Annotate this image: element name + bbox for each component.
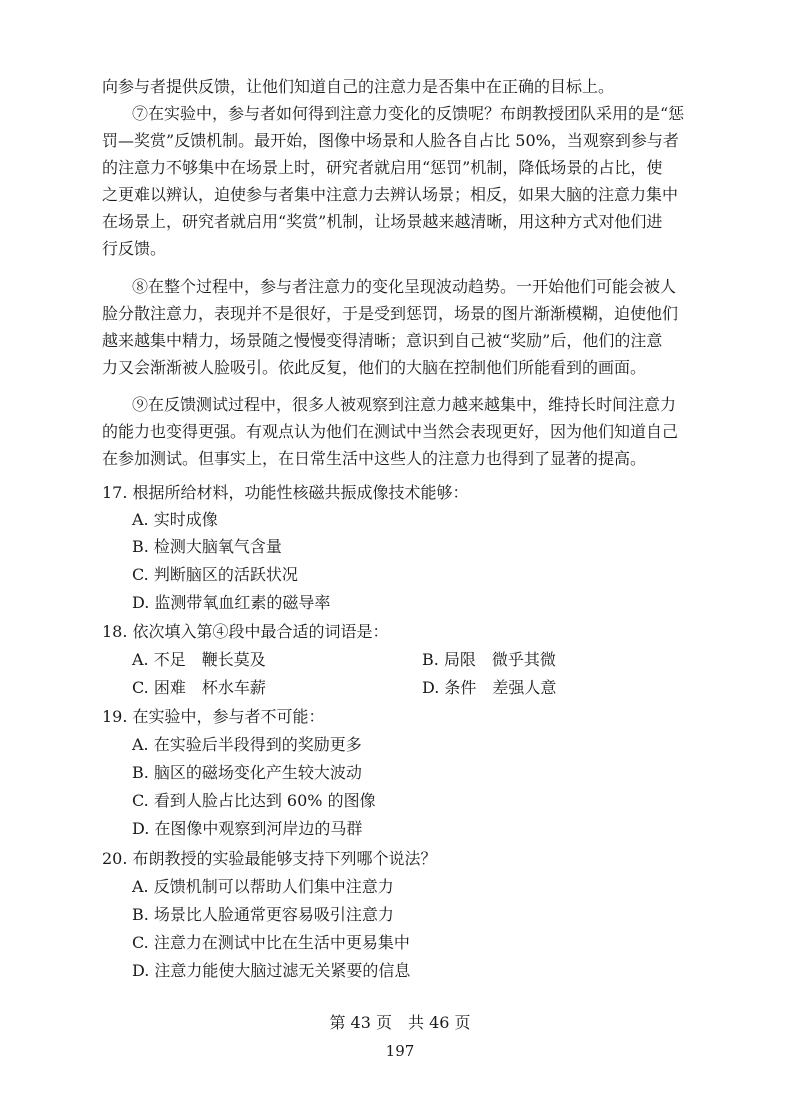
- question-17-option-c: C. 判断脑区的活跃状况: [132, 565, 298, 584]
- question-17-option-a: A. 实时成像: [132, 510, 218, 529]
- paragraph-7-line: 罚—奖赏”反馈机制。最开始，图像中场景和人脸各自占比 50%，当观察到参与者: [102, 131, 679, 150]
- question-18-option-c: C. 困难 杯水车薪: [132, 678, 266, 697]
- paragraph-8-line: 越来越集中精力，场景随之慢慢变得清晰；意识到自己被“奖励”后，他们的注意: [102, 331, 663, 350]
- question-18-stem: 18. 依次填入第④段中最合适的词语是：: [102, 622, 389, 641]
- paragraph-8-line: 脸分散注意力，表现并不是很好，于是受到惩罚，场景的图片渐渐模糊，迫使他们: [102, 304, 679, 323]
- paragraph-7-line: 之更难以辨认，迫使参与者集中注意力去辨认场景；相反，如果大脑的注意力集中: [102, 185, 679, 204]
- question-19-option-a: A. 在实验后半段得到的奖励更多: [132, 735, 362, 754]
- question-20-option-a: A. 反馈机制可以帮助人们集中注意力: [132, 877, 394, 896]
- page-number: 197: [385, 1042, 415, 1060]
- paragraph-9-line: 在参加测试。但事实上，在日常生活中这些人的注意力也得到了显著的提高。: [102, 449, 647, 468]
- question-19-option-d: D. 在图像中观察到河岸边的马群: [132, 819, 363, 838]
- question-20-stem: 20. 布朗教授的实验最能够支持下列哪个说法？: [102, 849, 437, 868]
- question-18-option-d: D. 条件 差强人意: [422, 678, 557, 697]
- question-20-option-c: C. 注意力在测试中比在生活中更易集中: [132, 933, 410, 952]
- paragraph-7-line: 行反馈。: [102, 239, 167, 258]
- paragraph-9-line: 的能力也变得更强。有观点认为他们在测试中当然会表现更好，因为他们知道自己: [102, 422, 679, 441]
- question-18-option-a: A. 不足 鞭长莫及: [132, 650, 266, 669]
- question-17-option-b: B. 检测大脑氧气含量: [132, 537, 282, 556]
- question-17-option-d: D. 监测带氧血红素的磁导率: [132, 593, 331, 612]
- question-19-option-c: C. 看到人脸占比达到 60% 的图像: [132, 791, 376, 810]
- paragraph-7-line: 在场景上，研究者就启用“奖赏”机制，让场景越来越清晰，用这种方式对他们进: [102, 212, 663, 231]
- question-19-stem: 19. 在实验中，参与者不可能：: [102, 707, 325, 726]
- paragraph-7-line: ⑦在实验中，参与者如何得到注意力变化的反馈呢？布朗教授团队采用的是“惩: [132, 104, 685, 123]
- paragraph-7-line: 的注意力不够集中在场景上时，研究者就启用“惩罚”机制，降低场景的占比，使: [102, 158, 663, 177]
- question-20-option-b: B. 场景比人脸通常更容易吸引注意力: [132, 905, 394, 924]
- question-20-option-d: D. 注意力能使大脑过滤无关紧要的信息: [132, 961, 411, 980]
- page-info: 第 43 页 共 46 页: [329, 1013, 471, 1032]
- paragraph-8-line: ⑧在整个过程中，参与者注意力的变化呈现波动趋势。一开始他们可能会被人: [132, 277, 677, 296]
- question-17-stem: 17. 根据所给材料，功能性核磁共振成像技术能够：: [102, 483, 469, 502]
- question-19-option-b: B. 脑区的磁场变化产生较大波动: [132, 763, 362, 782]
- question-18-option-b: B. 局限 微乎其微: [422, 650, 556, 669]
- paragraph-9-line: ⑨在反馈测试过程中，很多人被观察到注意力越来越集中，维持长时间注意力: [132, 395, 677, 414]
- paragraph-line: 向参与者提供反馈，让他们知道自己的注意力是否集中在正确的目标上。: [102, 77, 615, 96]
- paragraph-8-line: 力又会渐渐被人脸吸引。依此反复，他们的大脑在控制他们所能看到的画面。: [102, 358, 647, 377]
